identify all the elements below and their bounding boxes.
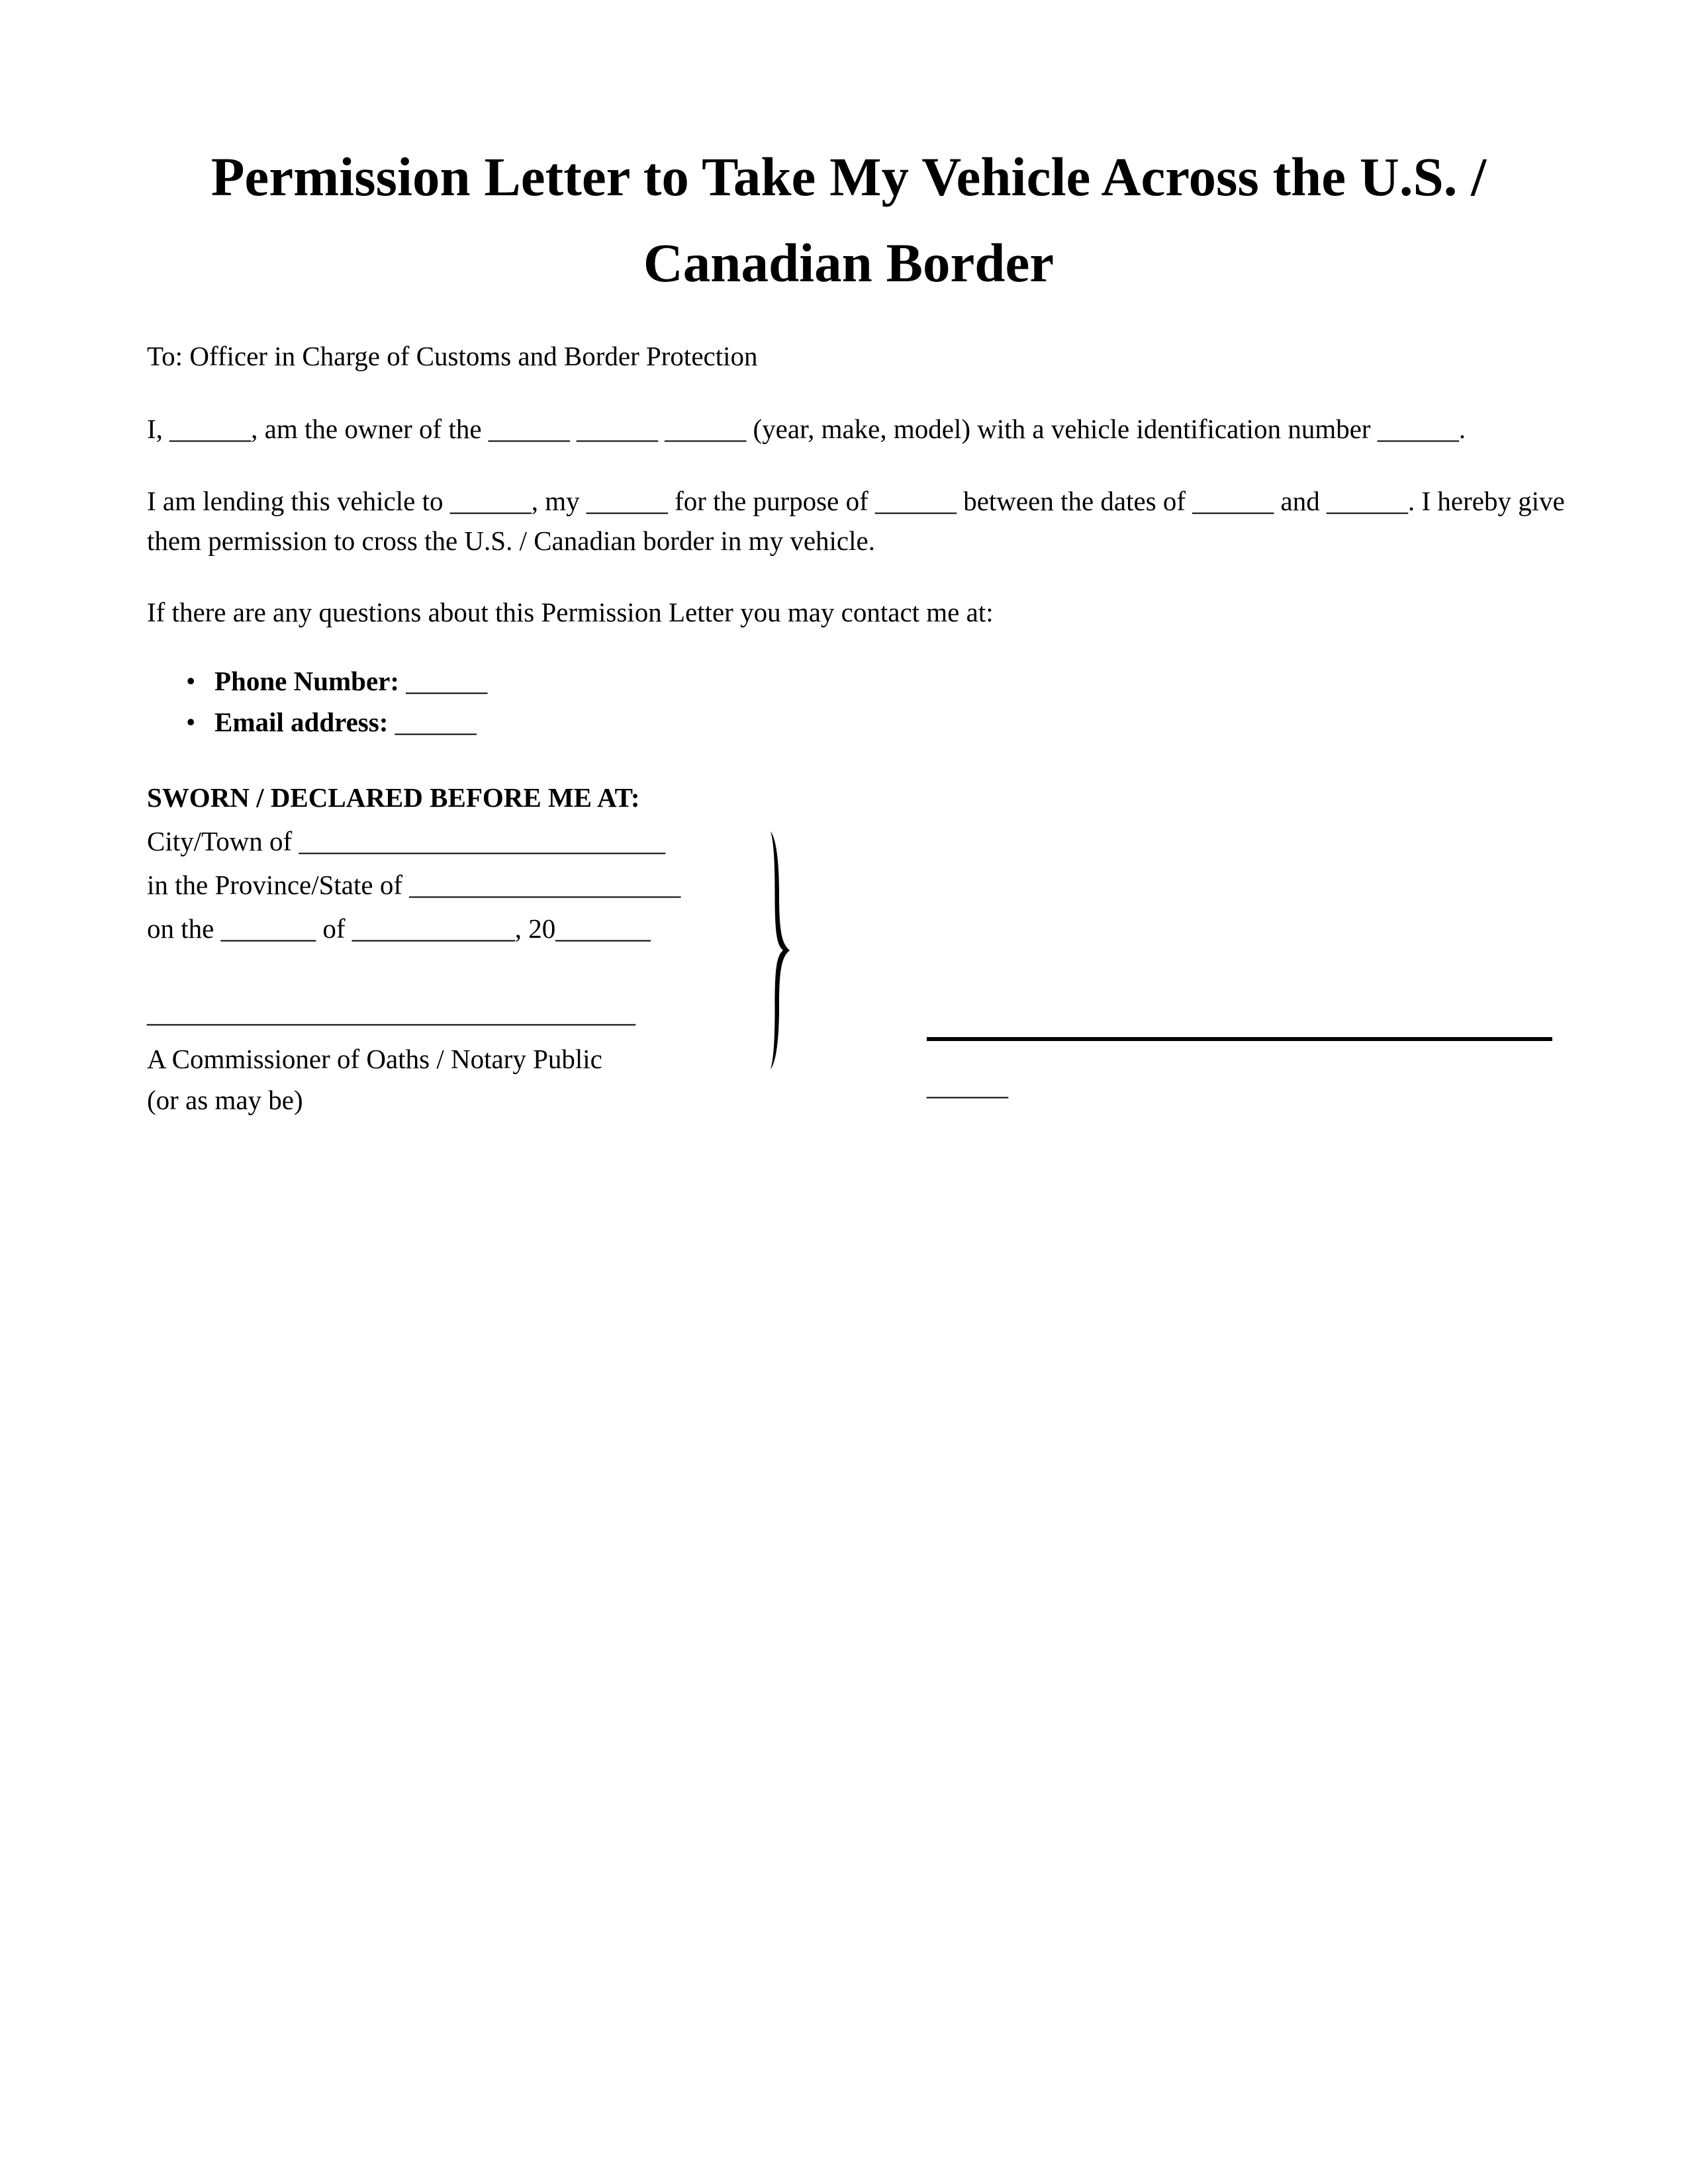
salutation: To: Officer in Charge of Customs and Border Protection	[147, 341, 758, 371]
letter-body	[147, 0, 1565, 950]
title-line-2: Canadian Border	[643, 232, 1055, 293]
owner-declaration-paragraph: I, ______, am the owner of the ______ ______ ______ (year, make, model) with a vehicle identification number ______.	[147, 414, 1466, 444]
email-address-label: Email address:	[214, 707, 389, 737]
phone-number-blank: ______	[406, 666, 488, 696]
lending-paragraph-line-2: them permission to cross the U.S. / Canadian border in my vehicle.	[147, 525, 875, 556]
sworn-province-line: in the Province/State of ____________________	[147, 870, 681, 900]
owner-date-blank: ______	[927, 1070, 1008, 1101]
contact-intro: If there are any questions about this Permission Letter you may contact me at:	[147, 597, 994, 627]
page-title	[147, 134, 1550, 306]
bullet-icon: •	[186, 666, 196, 696]
notary-title-line: A Commissioner of Oaths / Notary Public	[147, 1044, 602, 1074]
notary-brace-icon	[765, 831, 792, 1070]
phone-list-item	[186, 660, 1550, 702]
contact-list	[147, 660, 1550, 743]
phone-number-label: Phone Number:	[214, 666, 400, 696]
sworn-date-line: on the _______ of ____________, 20_______	[147, 913, 651, 944]
email-list-item	[186, 702, 1550, 743]
email-address-blank: ______	[395, 707, 477, 737]
title-line-1: Permission Letter to Take My Vehicle Across the U.S. /	[211, 146, 1487, 207]
sworn-heading: SWORN / DECLARED BEFORE ME AT:	[147, 782, 640, 813]
lending-paragraph	[147, 481, 1565, 561]
bullet-icon: •	[186, 707, 196, 737]
notary-signature-blank: ____________________________________	[147, 997, 635, 1028]
sworn-section	[147, 776, 1550, 950]
notary-capacity-line: (or as may be)	[147, 1085, 303, 1115]
owner-signature-line	[927, 1037, 1552, 1041]
lending-paragraph-line-1: I am lending this vehicle to ______, my ______ for the purpose of ______ between the dates of ______ and ______. I hereby give	[147, 486, 1565, 516]
sworn-city-line: City/Town of ___________________________	[147, 826, 665, 856]
